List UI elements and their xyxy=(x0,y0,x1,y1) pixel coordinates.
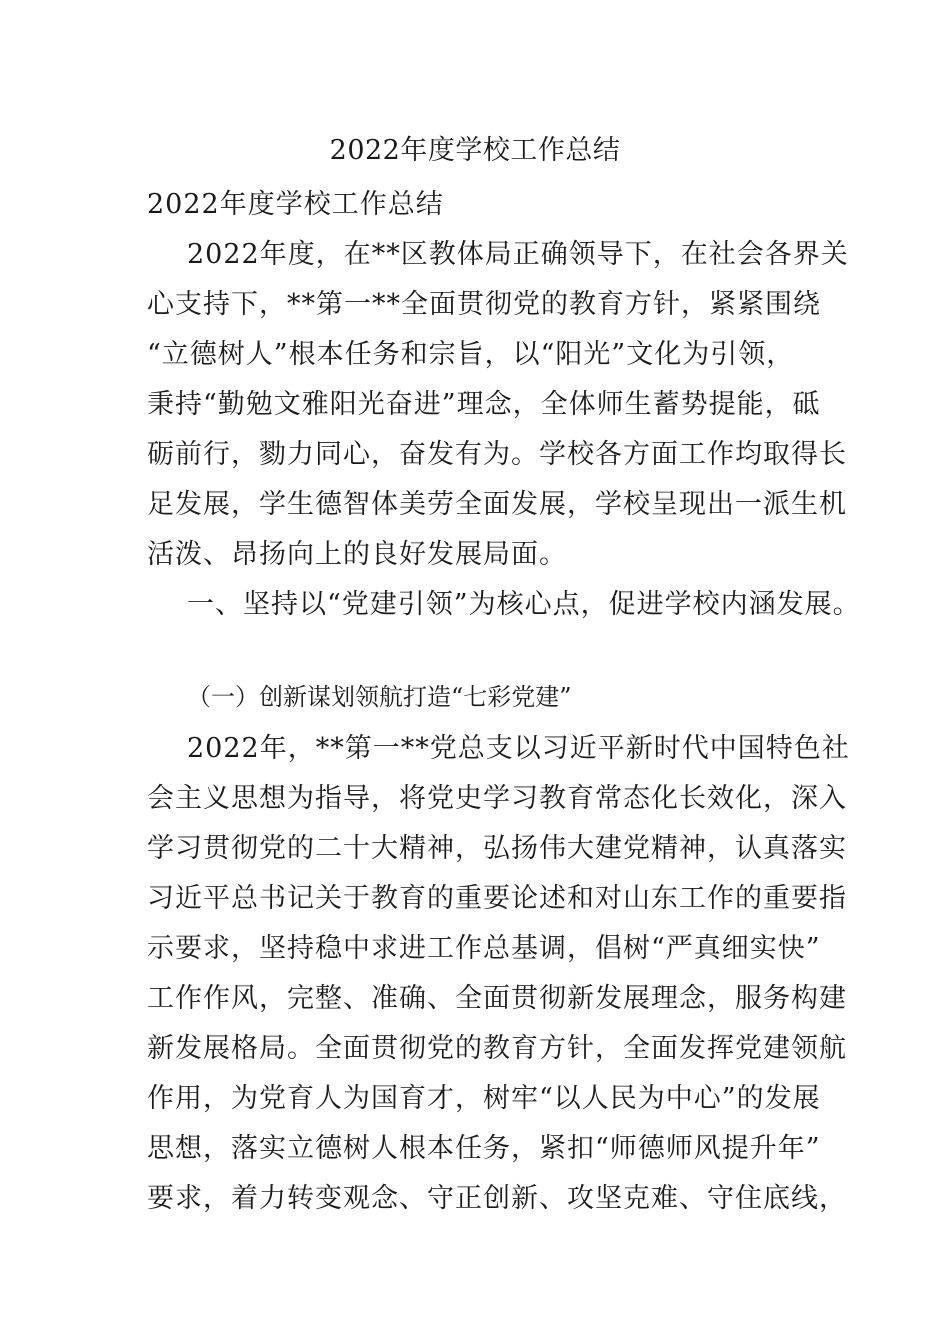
document-subtitle: 2022年度学校工作总结 xyxy=(147,189,444,220)
paragraph-line: 2022年度，在**区教体局正确领导下，在社会各界关 xyxy=(187,239,849,270)
document-body-top xyxy=(147,180,861,630)
paragraph-line: 足发展，学生德智体美劳全面发展，学校呈现出一派生机 xyxy=(147,489,847,520)
section-subheading: （一）创新谋划领航打造“七彩党建” xyxy=(187,683,572,711)
paragraph-line: 2022年，**第一**党总支以习近平新时代中国特色社 xyxy=(187,733,850,764)
paragraph-line: 新发展格局。全面贯彻党的教育方针，全面发挥党建领航 xyxy=(147,1033,847,1064)
paragraph-line: 活泼、昂扬向上的良好发展局面。 xyxy=(147,539,567,570)
section-heading: 一、坚持以“党建引领”为核心点，促进学校内涵发展。 xyxy=(187,589,861,620)
document-body-bottom xyxy=(147,724,850,1224)
paragraph-line: 秉持“勤勉文雅阳光奋进”理念，全体师生蓄势提能，砥 xyxy=(147,389,821,420)
paragraph-line: 会主义思想为指导，将党史学习教育常态化长效化，深入 xyxy=(147,783,847,814)
paragraph-line: 习近平总书记关于教育的重要论述和对山东工作的重要指 xyxy=(147,883,847,914)
paragraph-line: 作用，为党育人为国育才，树牢“以人民为中心”的发展 xyxy=(147,1083,821,1114)
paragraph-line: “立德树人”根本任务和宗旨，以“阳光”文化为引领， xyxy=(147,339,795,370)
paragraph-line: 学习贯彻党的二十大精神，弘扬伟大建党精神，认真落实 xyxy=(147,833,847,864)
paragraph-line: 工作作风，完整、准确、全面贯彻新发展理念，服务构建 xyxy=(147,983,847,1014)
paragraph-line: 心支持下，**第一**全面贯彻党的教育方针，紧紧围绕 xyxy=(147,289,821,320)
paragraph-line: 示要求，坚持稳中求进工作总基调，倡树“严真细实快” xyxy=(147,933,821,964)
paragraph-line: 思想，落实立德树人根本任务，紧扣“师德师风提升年” xyxy=(147,1133,821,1164)
paragraph-line: 要求，着力转变观念、守正创新、攻坚克难、守住底线， xyxy=(147,1183,847,1214)
paragraph-line: 砺前行，勠力同心，奋发有为。学校各方面工作均取得长 xyxy=(147,439,847,470)
document-title: 2022年度学校工作总结 xyxy=(329,135,621,166)
